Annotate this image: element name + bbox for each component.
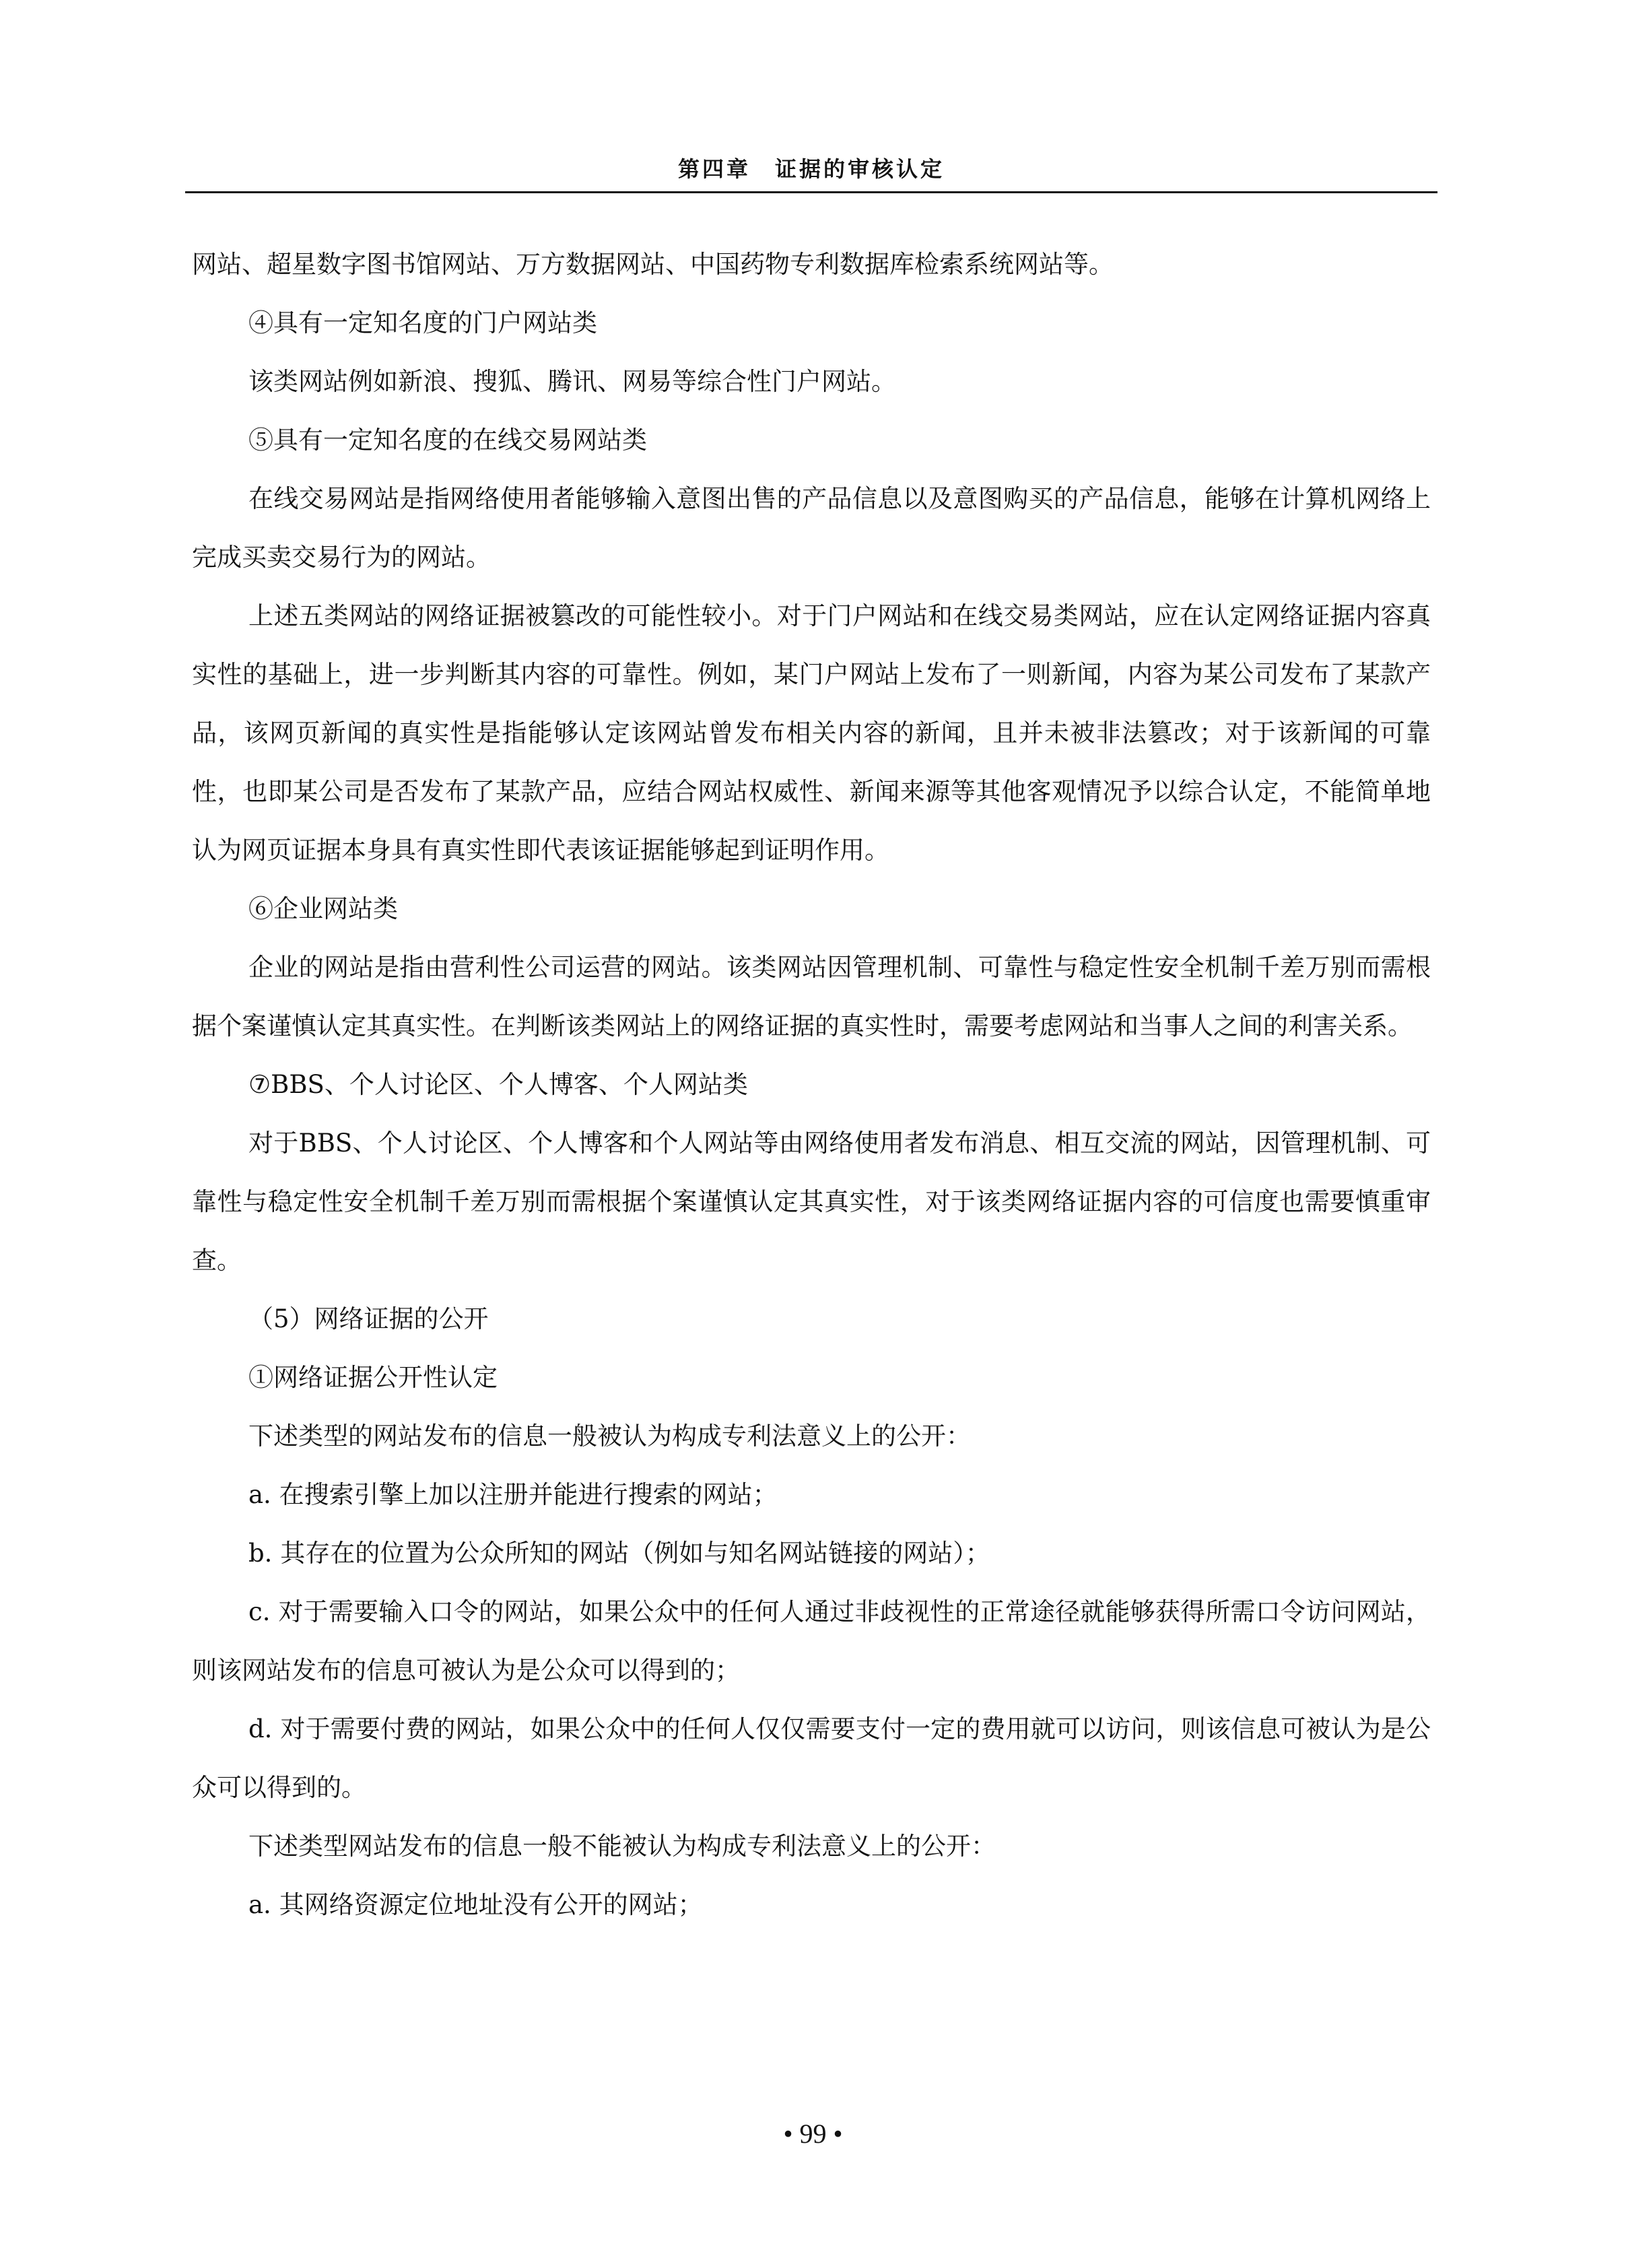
list-item-c: c. 对于需要输入口令的网站，如果公众中的任何人通过非歧视性的正常途径就能够获得所需口令访问网站，则该网站发布的信息可被认为是公众可以得到的； bbox=[192, 1597, 1431, 1685]
paragraph-online-trading-sites: 在线交易网站是指网络使用者能够输入意图出售的产品信息以及意图购买的产品信息，能够在计算机网络上完成买卖交易行为的网站。 bbox=[192, 484, 1431, 572]
page-number: • 99 • bbox=[783, 2119, 843, 2149]
subheading-online-trading-sites: ⑤具有一定知名度的在线交易网站类 bbox=[248, 426, 647, 455]
paragraph-non-disclosure-intro: 下述类型网站发布的信息一般不能被认为构成专利法意义上的公开： bbox=[248, 1832, 996, 1861]
body-text bbox=[192, 235, 1431, 1934]
list-item-d: d. 对于需要付费的网站，如果公众中的任何人仅仅需要支付一定的费用就可以访问，则该信息可被认为是公众可以得到的。 bbox=[192, 1714, 1431, 1802]
subheading-disclosure-determination: ①网络证据公开性认定 bbox=[248, 1363, 498, 1392]
paragraph-enterprise-sites: 企业的网站是指由营利性公司运营的网站。该类网站因管理机制、可靠性与稳定性安全机制千差万别而需根据个案谨慎认定其真实性。在判断该类网站上的网络证据的真实性时，需要考虑网站和当事人之间的利害关系。 bbox=[192, 953, 1431, 1040]
subheading-bbs-personal-sites: ⑦BBS、个人讨论区、个人博客、个人网站类 bbox=[248, 1070, 748, 1099]
list-item-non-disclosure-a: a. 其网络资源定位地址没有公开的网站； bbox=[248, 1890, 703, 1919]
section-heading-disclosure: （5）网络证据的公开 bbox=[248, 1304, 489, 1333]
list-item-a: a. 在搜索引擎上加以注册并能进行搜索的网站； bbox=[248, 1480, 778, 1509]
paragraph-disclosure-intro: 下述类型的网站发布的信息一般被认为构成专利法意义上的公开： bbox=[248, 1422, 971, 1450]
running-header: 第四章 证据的审核认定 bbox=[677, 156, 945, 182]
paragraph-five-site-types: 上述五类网站的网络证据被篡改的可能性较小。对于门户网站和在线交易类网站，应在认定网络证据内容真实性的基础上，进一步判断其内容的可靠性。例如，某门户网站上发布了一则新闻，内容为某公司发布了某款产品，该网页新闻的真实性是指能够认定该网站曾发布相关内容的新闻，且并未被非法篡改；对于该新闻的可靠性，也即某公司是否发布了某款产品，应结合网站权威性、新闻来源等其他客观情况予以综合认定，不能简单地认为网页证据本身具有真实性即代表该证据能够起到证明作用。 bbox=[192, 601, 1431, 865]
paragraph-portal-sites: 该类网站例如新浪、搜狐、腾讯、网易等综合性门户网站。 bbox=[248, 367, 896, 396]
header-divider bbox=[185, 191, 1437, 193]
subheading-portal-sites: ④具有一定知名度的门户网站类 bbox=[248, 308, 597, 337]
list-item-b: b. 其存在的位置为公众所知的网站（例如与知名网站链接的网站）； bbox=[248, 1539, 990, 1568]
paragraph-continuation: 网站、超星数字图书馆网站、万方数据网站、中国药物专利数据库检索系统网站等。 bbox=[192, 250, 1114, 279]
paragraph-bbs-personal-sites: 对于BBS、个人讨论区、个人博客和个人网站等由网络使用者发布消息、相互交流的网站，因管理机制、可靠性与稳定性安全机制千差万别而需根据个案谨慎认定其真实性，对于该类网络证据内容的可信度也需要慎重审查。 bbox=[192, 1129, 1431, 1275]
subheading-enterprise-sites: ⑥企业网站类 bbox=[248, 894, 398, 923]
